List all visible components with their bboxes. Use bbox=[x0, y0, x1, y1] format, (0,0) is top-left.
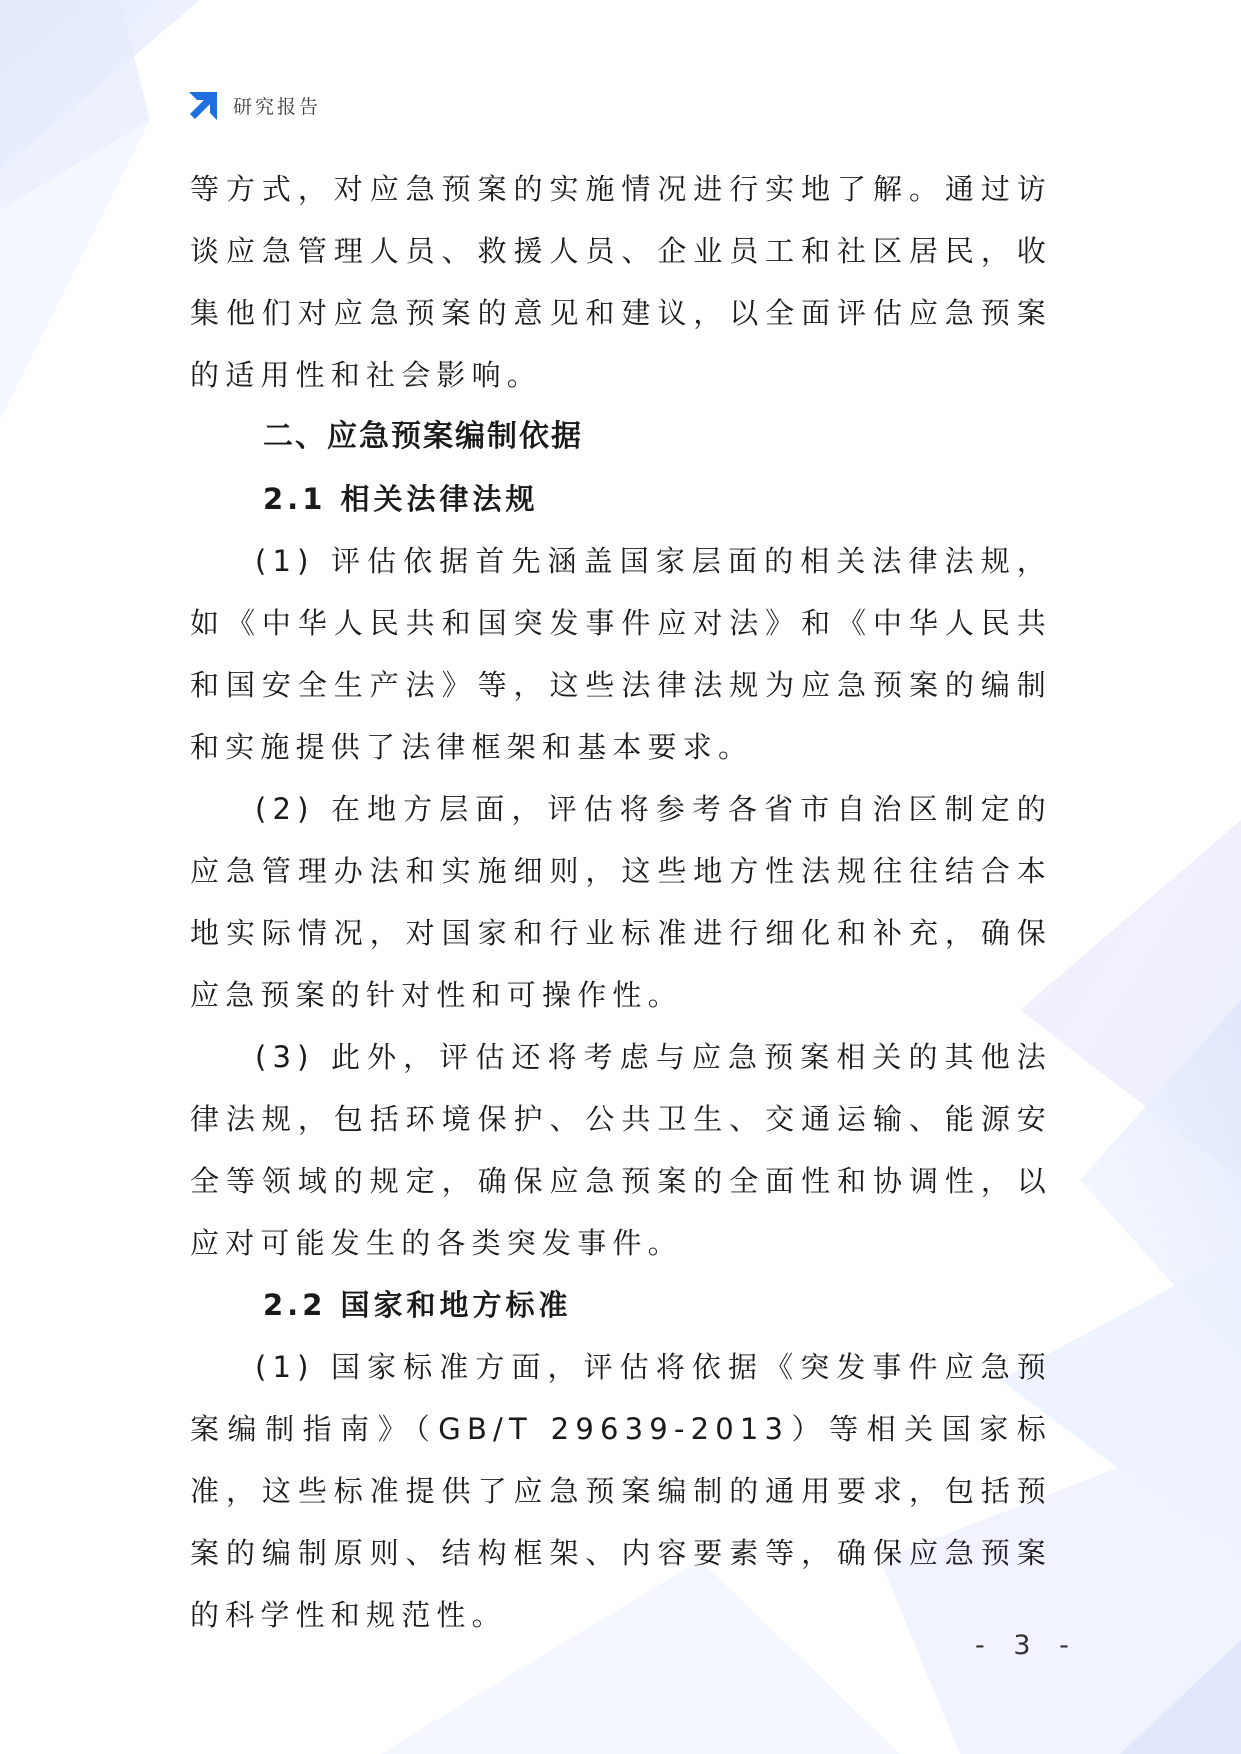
header-title: 研究报告 bbox=[233, 95, 322, 118]
document-body bbox=[190, 158, 1052, 1646]
arrow-up-right-icon bbox=[187, 88, 221, 122]
section-heading: 二、应急预案编制依据 bbox=[263, 419, 583, 454]
report-header bbox=[187, 88, 321, 122]
subsection-heading: 2.2 国家和地方标准 bbox=[263, 1288, 572, 1322]
paragraph: 等方式，对应急预案的实施情况进行实地了解。通过访谈应急管理人员、救援人员、企业员工和社区居民，收集他们对应急预案的意见和建议，以全面评估应急预案的适用性和社会影响。 bbox=[190, 172, 1052, 392]
paragraph: (2) 在地方层面，评估将参考各省市自治区制定的应急管理办法和实施细则，这些地方性法规往往结合本地实际情况，对国家和行业标准进行细化和补充，确保应急预案的针对性和可操作性。 bbox=[190, 792, 1052, 1012]
subsection-heading: 2.1 相关法律法规 bbox=[263, 482, 539, 516]
paragraph: (3) 此外，评估还将考虑与应急预案相关的其他法律法规，包括环境保护、公共卫生、交通运输、能源安全等领域的规定，确保应急预案的全面性和协调性，以应对可能发生的各类突发事件。 bbox=[190, 1040, 1052, 1260]
page-number: - 3 - bbox=[975, 1630, 1079, 1661]
paragraph: (1) 国家标准方面，评估将依据《突发事件应急预案编制指南》（GB/T 29639-2013）等相关国家标准，这些标准提供了应急预案编制的通用要求，包括预案的编制原则、结构框架、内容要素等，确保应急预案的科学性和规范性。 bbox=[190, 1350, 1052, 1632]
paragraph: (1) 评估依据首先涵盖国家层面的相关法律法规，如《中华人民共和国突发事件应对法》和《中华人民共和国安全生产法》等，这些法律法规为应急预案的编制和实施提供了法律框架和基本要求。 bbox=[190, 544, 1052, 764]
